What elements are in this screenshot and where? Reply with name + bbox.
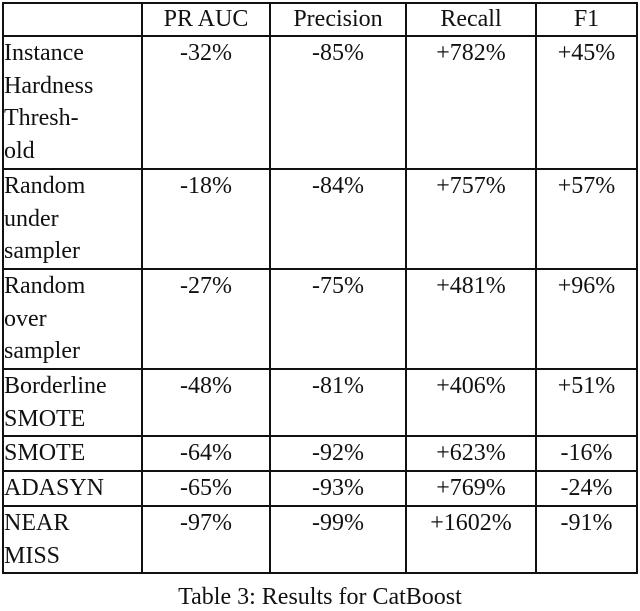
method-line: NEAR bbox=[4, 509, 70, 536]
pr-auc-cell: -64% bbox=[142, 436, 270, 471]
method-line: Borderline bbox=[4, 373, 107, 400]
table-row bbox=[3, 471, 637, 506]
method-cell bbox=[3, 471, 142, 506]
f1-cell: -91% bbox=[536, 506, 637, 573]
method-line: Hardness bbox=[4, 72, 94, 99]
method-cell bbox=[3, 506, 142, 573]
recall-cell: +757% bbox=[406, 169, 536, 269]
method-line: Random bbox=[4, 272, 86, 299]
f1-cell: +51% bbox=[536, 369, 637, 436]
f1-cell: -16% bbox=[536, 436, 637, 471]
precision-cell: -84% bbox=[270, 169, 406, 269]
precision-cell: -85% bbox=[270, 36, 406, 169]
method-line: MISS bbox=[4, 542, 61, 569]
table-row bbox=[3, 506, 637, 573]
header-f1: F1 bbox=[536, 3, 637, 36]
method-cell bbox=[3, 436, 142, 471]
method-line: ADASYN bbox=[4, 475, 105, 502]
table-row bbox=[3, 169, 637, 269]
pr-auc-cell: -48% bbox=[142, 369, 270, 436]
method-line: sampler bbox=[4, 338, 80, 365]
method-cell bbox=[3, 369, 142, 436]
method-cell bbox=[3, 269, 142, 369]
table-row bbox=[3, 36, 637, 169]
recall-cell: +406% bbox=[406, 369, 536, 436]
results-table bbox=[2, 2, 638, 574]
pr-auc-cell: -97% bbox=[142, 506, 270, 573]
recall-cell: +769% bbox=[406, 471, 536, 506]
header-row bbox=[3, 3, 637, 36]
method-line: old bbox=[4, 138, 35, 165]
precision-cell-best: -75% bbox=[270, 269, 406, 369]
pr-auc-cell: -65% bbox=[142, 471, 270, 506]
f1-cell-best: +96% bbox=[536, 269, 637, 369]
pr-auc-cell: -32% bbox=[142, 36, 270, 169]
table-row bbox=[3, 369, 637, 436]
method-line: Instance bbox=[4, 40, 84, 66]
method-line: under bbox=[4, 205, 59, 232]
precision-cell: -81% bbox=[270, 369, 406, 436]
method-cell bbox=[3, 36, 142, 169]
precision-cell: -93% bbox=[270, 471, 406, 506]
header-recall: Recall bbox=[406, 3, 536, 36]
method-line: Thresh- bbox=[4, 105, 79, 132]
f1-cell: +45% bbox=[536, 36, 637, 169]
pr-auc-cell-best: -18% bbox=[142, 169, 270, 269]
table-caption: Table 3: Results for CatBoost bbox=[178, 584, 462, 610]
precision-cell: -92% bbox=[270, 436, 406, 471]
header-precision: Precision bbox=[270, 3, 406, 36]
recall-cell: +782% bbox=[406, 36, 536, 169]
recall-cell: +623% bbox=[406, 436, 536, 471]
table-row bbox=[3, 436, 637, 471]
recall-cell: +481% bbox=[406, 269, 536, 369]
recall-cell-best: +1602% bbox=[406, 506, 536, 573]
header-method bbox=[3, 3, 142, 36]
method-line: sampler bbox=[4, 238, 80, 265]
pr-auc-cell: -27% bbox=[142, 269, 270, 369]
precision-cell: -99% bbox=[270, 506, 406, 573]
method-line: over bbox=[4, 305, 47, 332]
method-line: SMOTE bbox=[4, 440, 86, 467]
header-pr-auc: PR AUC bbox=[142, 3, 270, 36]
f1-cell: -24% bbox=[536, 471, 637, 506]
method-line: SMOTE bbox=[4, 405, 86, 432]
f1-cell: +57% bbox=[536, 169, 637, 269]
table-row bbox=[3, 269, 637, 369]
method-cell bbox=[3, 169, 142, 269]
method-line: Random bbox=[4, 172, 86, 199]
